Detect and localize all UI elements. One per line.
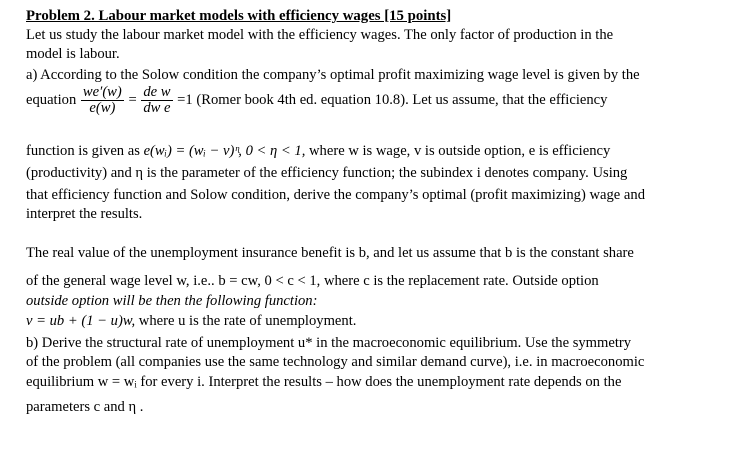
frac2-denominator: dw [143,100,161,116]
frac1-numerator: we′(w) [82,84,122,100]
fraction-solow-right [141,85,172,116]
frac2-denominator-2: e [164,100,171,116]
outside-option-text: outside option will be then the following function: [26,293,318,309]
part-b-line-4: parameters c and η . [26,399,144,415]
part-b-line-2: of the problem (all companies use the same technology and similar demand curve), i.e. in macroeconomic [26,354,645,370]
outside-option-equation [26,312,356,331]
part-b-line-1: b) Derive the structural rate of unemployment u* in the macroeconomic equilibrium. Use the symmetry [26,335,632,351]
problem-title: Problem 2. Labour market models with efficiency wages [15 points] [26,8,452,24]
equation-rhs: =1 [177,91,193,108]
part-a-line-6: interpret the results. [26,206,143,222]
fraction-solow-left [81,85,124,116]
part-a-line-1: a) According to the Solow condition the company’s optimal profit maximizing wage level is given by the [26,67,640,83]
outside-option-trail: where u is the rate of unemployment. [138,313,357,329]
part-b-intro-line-2: of the general wage level w, i.e.. b = cw, 0 < c < 1, where c is the replacement rate. Outside option [26,273,599,289]
part-a-line-4: (productivity) and η is the parameter of the efficiency function; the subindex i denotes company. Using [26,165,628,181]
solow-equation-line [26,85,607,116]
intro-line-1: Let us study the labour market model with the efficiency wages. The only factor of production in the [26,27,614,43]
func-trail: where w is wage, v is outside option, e is efficiency [309,143,611,159]
frac2-numerator: de [143,84,158,100]
part-b-intro-line-1: The real value of the unemployment insurance benefit is b, and let us assume that b is the constant share [26,245,634,261]
part-b-intro-line-3 [26,292,317,311]
efficiency-function-line [26,142,610,161]
equation-trail: (Romer book 4th ed. equation 10.8). Let us assume, that the efficiency [196,91,608,108]
part-a-line-5: that efficiency function and Solow condition, derive the company’s optimal (profit maximizing) wage and [26,187,645,203]
frac1-denominator: e(w) [89,100,116,116]
equals-sign: = [128,91,137,108]
func-expression: e(wᵢ) = (wᵢ − v)ᶯ, 0 < η < 1, [143,143,306,159]
intro-line-2: model is labour. [26,46,120,62]
frac2-numerator-2: w [160,84,171,100]
part-b-line-3: equilibrium w = wᵢ for every i. Interpret the results – how does the unemployment rate depends on the [26,374,622,390]
func-lead: function is given as [26,143,140,159]
equation-lead: equation [26,91,77,108]
outside-option-expr: v = ub + (1 − u)w, [26,313,136,329]
